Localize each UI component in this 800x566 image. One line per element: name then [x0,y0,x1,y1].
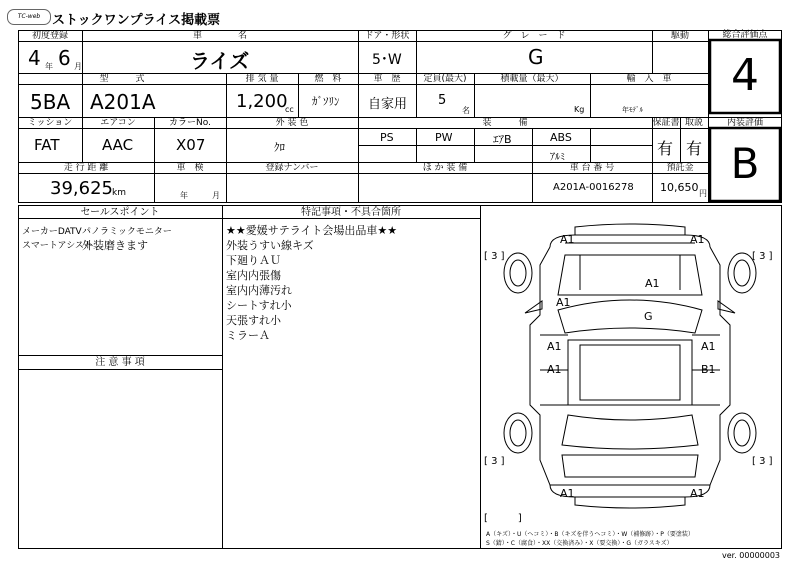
load-unit: Kg [574,105,585,114]
import-model-year: 年ﾓﾃﾞﾙ [622,106,643,114]
legend-line-1: A（キズ）・U（ヘコミ）・B（キズを伴うヘコミ）・W（補修跡）・P（要塗装） [486,531,694,538]
history: 自家用 [368,97,408,112]
label-aircon: エアコン [100,118,136,128]
car-diagram [480,205,780,525]
label-equipment: 装 備 [482,118,528,128]
inspection-year-unit: 年 [180,191,188,200]
bracket-rear-left: [ 3 ] [484,456,505,467]
mark-right-rear-door: B1 [701,363,716,376]
color-no: X07 [176,136,206,154]
mark-rear-bumper-right: A1 [690,487,705,500]
label-warranty: 保証書 [652,118,680,128]
door-type: 5･W [372,52,402,68]
sales-point-label-2: スマートアシスト [22,241,93,251]
label-chassis-no: 車 台 番 号 [569,163,615,173]
mileage-unit: km [112,188,126,198]
mark-left-front-door: A1 [547,340,562,353]
remark-8: ミラーＡ [226,329,270,342]
remark-6: シートすれ小 [226,299,292,312]
legend-line-2: S（錆）・C（腐食）・XX（交換済み）・X（要交換）・G（ガラスキズ） [486,540,673,547]
label-overall-eval: 総合評価点 [722,30,768,40]
equip-pw: PW [435,131,453,144]
mileage: 39,625 [50,178,113,199]
logo-text: TC-web [17,13,41,20]
label-load: 積載量（最大） [500,74,564,84]
interior-score: B [730,139,760,188]
first-reg-year-unit: 年 [45,62,53,71]
displacement: 1,200 [236,91,288,112]
model-prefix: 5BA [30,90,71,114]
fuel: ｶﾞｿﾘﾝ [312,95,340,108]
label-mileage: 走 行 距 離 [63,163,109,173]
label-drive: 駆動 [670,31,689,41]
model: A201A [90,90,156,114]
warranty: 有 [657,139,674,158]
label-cautions: 注 意 事 項 [95,357,145,368]
first-reg-month: 6 [58,46,71,70]
mark-fender-left: A1 [556,296,571,309]
inspection-month-unit: 月 [212,191,220,200]
sales-point-value-2: 外装磨きます [82,239,148,252]
overall-score: 4 [731,50,759,101]
displacement-unit: cc [285,105,294,114]
sales-point-label-1: メーカーDATV [22,227,82,237]
remark-3: 下廻りＡＵ [226,254,281,267]
label-car-name: 車 名 [192,31,247,41]
remark-2: 外装うすい線キズ [226,239,314,252]
mark-rear-bumper-left: A1 [560,487,575,500]
label-reg-number: 登録ナンバー [265,163,319,173]
label-first-reg: 初度登録 [31,31,68,41]
mark-left-rear-door: A1 [547,363,562,376]
label-mission: ミッション [27,118,73,128]
bracket-rear-right: [ 3 ] [752,456,773,467]
mark-front-right: A1 [690,233,705,246]
remark-1: ★★愛媛サテライト会場出品車★★ [226,224,398,237]
label-inspection: 車 検 [176,163,204,173]
mark-front-bumper: A1 [560,233,575,246]
label-capacity: 定員(最大) [423,74,467,84]
capacity-unit: 名 [462,106,470,115]
bracket-front-right: [ 3 ] [752,251,773,262]
label-displacement: 排 気 量 [245,74,279,84]
bracket-front-left: [ 3 ] [484,251,505,262]
label-fuel: 燃 料 [314,74,342,84]
page-title: ストックワンプライス掲載票 [52,13,221,28]
label-other-equipment: ほ か 装 備 [422,163,468,173]
label-manual: 取説 [684,118,703,128]
label-ext-color: 外 装 色 [275,118,309,128]
mark-right-front-door: A1 [701,340,716,353]
aircon: AAC [102,136,134,154]
version: ver. 00000003 [722,551,781,560]
chassis-no: A201A-0016278 [553,182,634,193]
bracket-empty: [ ] [484,513,522,524]
equip-ps: PS [380,131,394,144]
mark-roof: G [644,310,653,323]
mission: FAT [34,136,60,154]
deposit: 10,650 [660,181,699,194]
equip-airbag: ｴｱB [493,133,512,146]
remark-7: 天張すれ小 [226,314,281,327]
deposit-unit: 円 [699,189,707,198]
label-door-type: ドア・形状 [364,31,410,41]
equip-alumi: ｱﾙﾐ [550,152,565,163]
manual: 有 [686,139,703,158]
label-est-price: 預託金 [666,163,694,173]
remark-5: 室内内薄汚れ [226,284,292,297]
grade: G [528,45,544,69]
capacity: 5 [438,93,447,108]
mark-hood: A1 [645,277,660,290]
ext-color: ｸﾛ [274,141,285,154]
first-reg-month-unit: 月 [74,62,82,71]
sales-point-value-1: パノラミックモニター [82,227,172,237]
label-history: 車 歴 [373,74,401,84]
label-import-car: 輸 入 車 [626,74,672,84]
label-remarks: 特記事項・不具合箇所 [301,207,401,218]
remark-4: 室内内張傷 [226,269,281,282]
car-name: ライズ [190,49,250,73]
label-model: 型 式 [99,74,145,84]
label-color-no: カラーNo. [169,118,211,128]
label-sales-points: セールスポイント [80,207,160,218]
label-interior-eval: 内装評価 [726,118,763,128]
first-reg-year: 4 [28,46,41,70]
label-grade: グ レ ー ド [502,31,566,41]
equip-abs: ABS [550,131,572,144]
